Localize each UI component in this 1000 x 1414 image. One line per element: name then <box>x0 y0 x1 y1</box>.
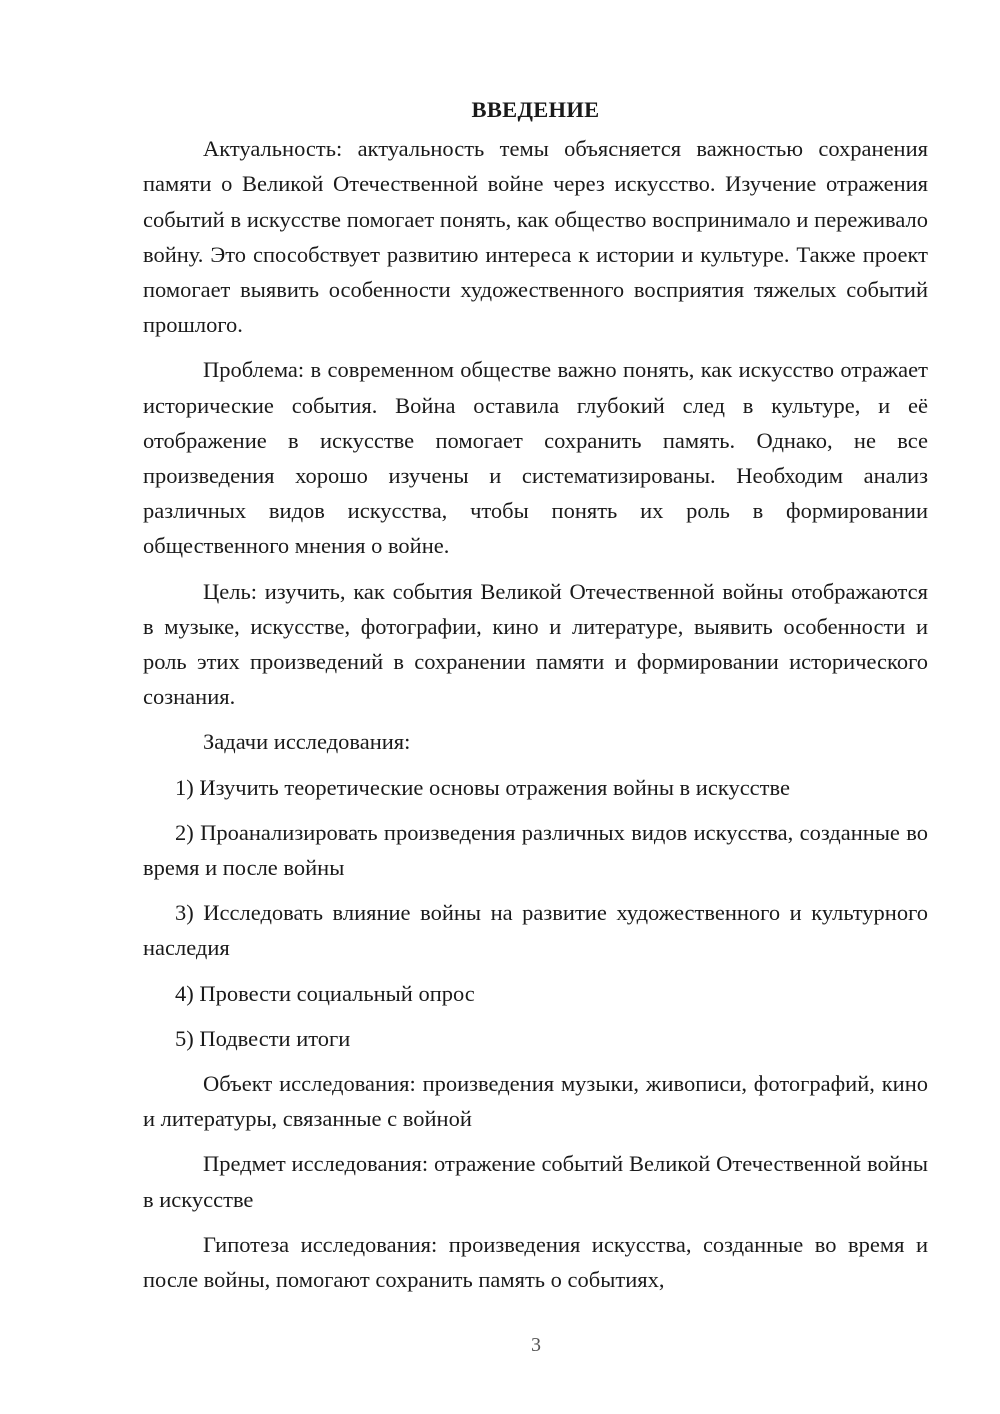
relevance-paragraph: Актуальность: актуальность темы объясняется важностью сохранения памяти о Великой Отечественной войне через искусство. Изучение отражения событий в искусстве помогает понять, как общество воспринимало и переживало войну. Это способствует развитию интереса к истории и культуре. Также проект помогает выявить особенности художественного восприятия тяжелых событий прошлого. <box>143 136 928 338</box>
subject-paragraph: Предмет исследования: отражение событий Великой Отечественной войны в искусстве <box>143 1151 928 1212</box>
object-paragraph: Объект исследования: произведения музыки, живописи, фотографий, кино и литературы, связанные с войной <box>143 1071 928 1132</box>
tasks-heading: Задачи исследования: <box>203 729 411 755</box>
task-item-2: 2) Проанализировать произведения различных видов искусства, созданные во время и после войны <box>143 819 928 881</box>
document-page <box>143 92 928 1307</box>
section-title: ВВЕДЕНИЕ <box>471 97 600 122</box>
problem-paragraph: Проблема: в современном обществе важно понять, как искусство отражает исторические события. Война оставила глубокий след в культуре, и её отображение в искусстве помогает сохранить память. Однако, не все произведения хорошо изучены и систематизированы. Необходим анализ различных видов искусства, чтобы понять их роль в формировании общественного мнения о войне. <box>143 357 928 559</box>
goal-paragraph: Цель: изучить, как события Великой Отечественной войны отображаются в музыке, искусстве, фотографии, кино и литературе, выявить особенности и роль этих произведений в сохранении памяти и формировании исторического сознания. <box>143 578 928 710</box>
task-item-4: 4) Провести социальный опрос <box>175 980 475 1006</box>
task-item-3: 3) Исследовать влияние войны на развитие художественного и культурного наследия <box>143 900 928 961</box>
task-item-1: 1) Изучить теоретические основы отражения войны в искусстве <box>175 774 790 800</box>
hypothesis-paragraph: Гипотеза исследования: произведения искусства, созданные во время и после войны, помогают сохранить память о событиях, <box>143 1231 928 1293</box>
page-number: 3 <box>531 1334 541 1356</box>
task-item-5: 5) Подвести итоги <box>175 1025 351 1051</box>
